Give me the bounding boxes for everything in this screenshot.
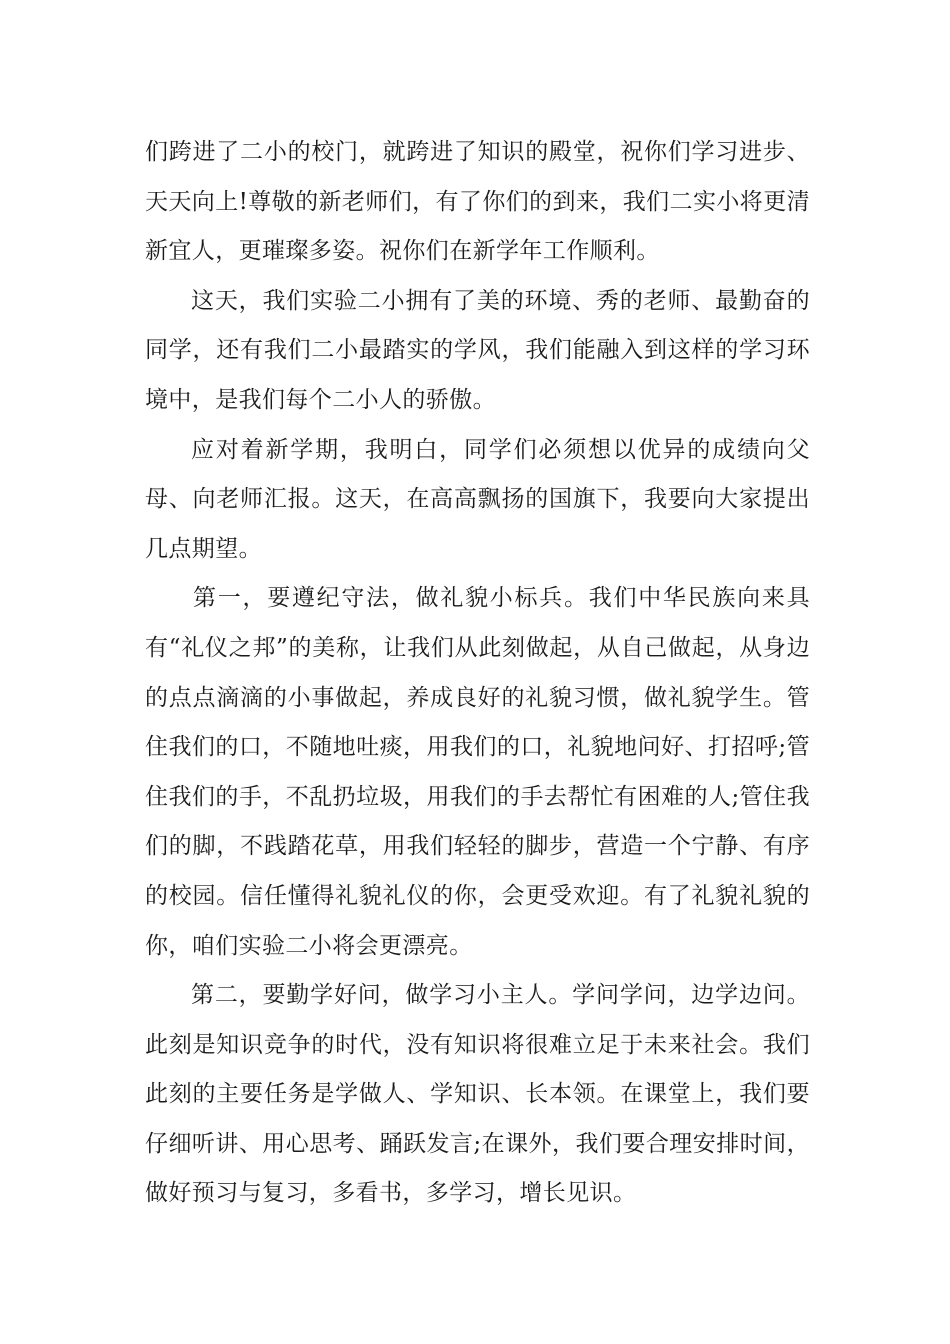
paragraph-new-semester: 应对着新学期，我明白，同学们必须想以优异的成绩向父母、向老师汇报。这天，在高高飘扬的国旗下，我要向大家提出几点期望。 <box>145 436 810 562</box>
paragraph-first-expectation: 第一，要遵纪守法，做礼貌小标兵。我们中华民族向来具有“礼仪之邦”的美称，让我们从此刻做起，从自己做起，从身边的点点滴滴的小事做起，养成良好的礼貌习惯，做礼貌学生。管住我们的口，不随地吐痰，用我们的口，礼貌地问好、打招呼;管住我们的手，不乱扔垃圾，用我们的手去帮忙有困难的人;管住我们的脚，不践踏花草，用我们轻轻的脚步，营造一个宁静、有序的校园。信任懂得礼貌礼仪的你，会更受欢迎。有了礼貌礼貌的你，咱们实验二小将会更漂亮。 <box>145 585 810 959</box>
paragraph-school-environment: 这天，我们实验二小拥有了美的环境、秀的老师、最勤奋的同学，还有我们二小最踏实的学风，我们能融入到这样的学习环境中，是我们每个二小人的骄傲。 <box>145 287 810 413</box>
document-body <box>145 128 810 1219</box>
paragraph-second-expectation: 第二，要勤学好问，做学习小主人。学问学问，边学边问。此刻是知识竞争的时代，没有知识将很难立足于未来社会。我们此刻的主要任务是学做人、学知识、长本领。在课堂上，我们要仔细听讲、用心思考、踊跃发言;在课外，我们要合理安排时间，做好预习与复习，多看书，多学习，增长见识。 <box>145 982 810 1207</box>
paragraph-continuation: 们跨进了二小的校门，就跨进了知识的殿堂，祝你们学习进步、天天向上!尊敬的新老师们，有了你们的到来，我们二实小将更清新宜人，更璀璨多姿。祝你们在新学年工作顺利。 <box>145 139 810 265</box>
